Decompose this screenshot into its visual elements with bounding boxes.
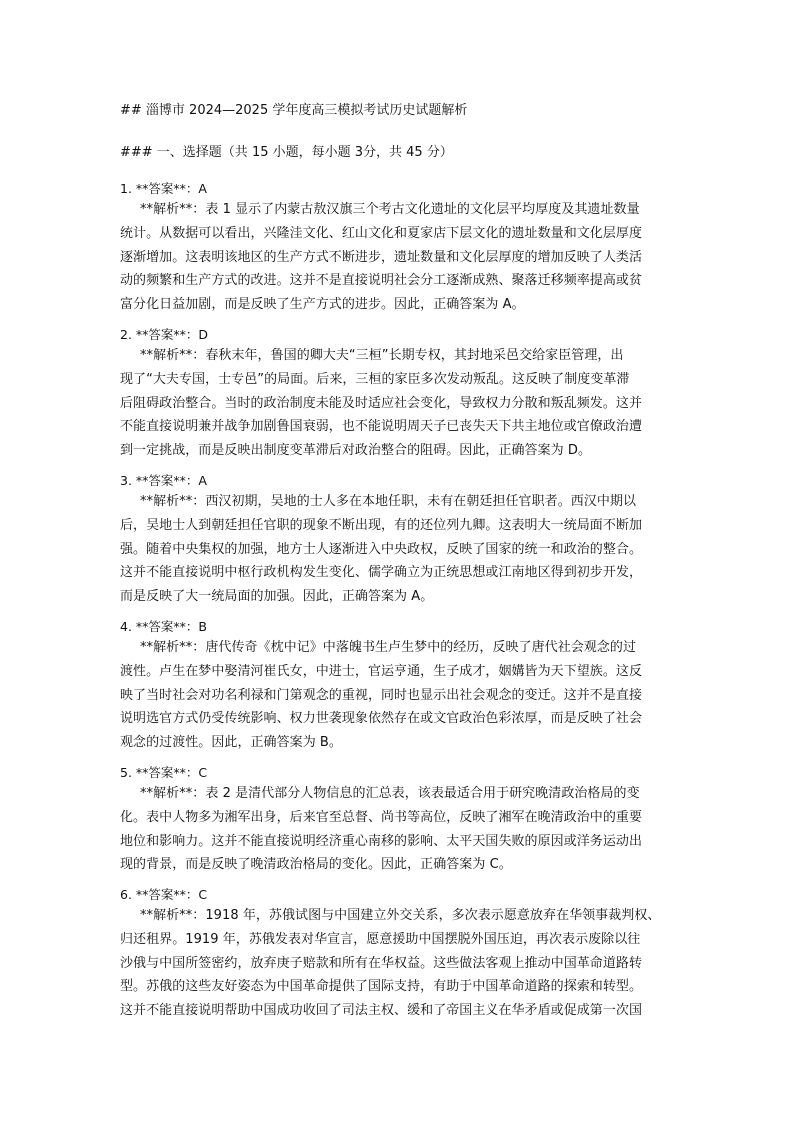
explanation-line: **解析**：春秋末年，鲁国的卿大夫“三桓”长期专权，其封地采邑交给家臣管理，出: [140, 348, 624, 363]
answer-label: 6. **答案**：C: [120, 887, 208, 902]
explanation-line: 映了当时社会对功名利禄和门第观念的重视，同时也显示出社会观念的变迁。这并不是直接: [120, 687, 643, 703]
explanation-line: 富分化日益加剧，而是反映了生产方式的进步。因此，正确答案为 A。: [120, 297, 525, 313]
explanation-line: 强。随着中央集权的加强，地方士人逐渐进入中央政权，反映了国家的统一和政治的整合。: [120, 541, 643, 557]
explanation-line: 统计。从数据可以看出，兴隆洼文化、红山文化和夏家店下层文化的遗址数量和文化层厚度: [120, 225, 643, 241]
explanation-line: 地位和影响力。这并不能直接说明经济重心南移的影响、太平天国失败的原因或洋务运动出: [120, 833, 643, 849]
question-item-3: [120, 472, 680, 609]
explanation-line: 归还租界。1919 年，苏俄发表对华宣言，愿意援助中国摆脱外国压迫，再次表示废除以往: [120, 931, 641, 947]
explanation-line: 型。苏俄的这些友好姿态为中国革命提供了国际支持，有助于中国革命道路的探索和转型。: [120, 979, 643, 995]
answer-label: 1. **答案**：A: [120, 181, 207, 196]
explanation-line: **解析**：1918 年，苏俄试图与中国建立外交关系，多次表示愿意放弃在华领事裁判权、: [140, 908, 661, 923]
section-title: ### 一、选择题（共 15 小题，每小题 3分，共 45 分）: [120, 145, 453, 160]
explanation-line: **解析**：西汉初期，吴地的士人多在本地任职，未有在朝廷担任官职者。西汉中期以: [140, 494, 637, 509]
explanation-line: 说明选官方式仍受传统影响、权力世袭现象依然存在或文官政治色彩浓厚，而是反映了社会: [120, 711, 643, 727]
explanation-line: 化。表中人物多为湘军出身，后来官至总督、尚书等高位，反映了湘军在晚清政治中的重要: [120, 809, 643, 825]
explanation-line: 逐渐增加。这表明该地区的生产方式不断进步，遗址数量和文化层厚度的增加反映了人类活: [120, 249, 643, 265]
question-item-5: [120, 764, 680, 877]
explanation-line: 现了“大夫专国，士专邑”的局面。后来，三桓的家臣多次发动叛乱。这反映了制度变革滞: [120, 371, 630, 387]
explanation-line: 而是反映了大一统局面的加强。因此，正确答案为 A。: [120, 589, 434, 605]
answer-label: 2. **答案**：D: [120, 327, 209, 342]
question-item-4: [120, 618, 680, 755]
explanation-line: 沙俄与中国所签密约，放弃庚子赔款和所有在华权益。这些做法客观上推动中国革命道路转: [120, 955, 643, 971]
explanation-line: **解析**：表 1 显示了内蒙古敖汉旗三个考古文化遗址的文化层平均厚度及其遗址数量: [140, 202, 640, 217]
explanation-line: **解析**：表 2 是清代部分人物信息的汇总表，该表最适合用于研究晚清政治格局的变: [140, 786, 640, 801]
document-title: ## 淄博市 2024—2025 学年度高三模拟考试历史试题解析: [120, 103, 468, 118]
question-item-1: [120, 180, 680, 317]
explanation-line: 不能直接说明兼并战争加剧鲁国衰弱，也不能说明周天子已丧失天下共主地位或官僚政治遭: [120, 419, 643, 435]
answer-label: 3. **答案**：A: [120, 473, 207, 488]
explanation-line: 现的背景，而是反映了晚清政治格局的变化。因此，正确答案为 C。: [120, 857, 512, 873]
explanation-line: 动的频繁和生产方式的改进。这并不是直接说明社会分工逐渐成熟、聚落迁移频率提高或贫: [120, 273, 643, 289]
explanation-line: 这并不能直接说明中枢行政机构发生变化、儒学确立为正统思想或江南地区得到初步开发，: [120, 565, 643, 581]
explanation-line: 观念的过渡性。因此，正确答案为 B。: [120, 735, 342, 751]
explanation-line: **解析**：唐代传奇《枕中记》中落魄书生卢生梦中的经历，反映了唐代社会观念的过: [140, 640, 637, 655]
explanation-line: 后阻碍政治整合。当时的政治制度未能及时适应社会变化，导致权力分散和叛乱频发。这并: [120, 395, 643, 411]
explanation-line: 这并不能直接说明帮助中国成功收回了司法主权、缓和了帝国主义在华矛盾或促成第一次国: [120, 1003, 643, 1019]
answer-label: 4. **答案**：B: [120, 619, 207, 634]
explanation-line: 渡性。卢生在梦中娶清河崔氏女，中进士，官运亨通，生子成才，姻媾皆为天下望族。这反: [120, 663, 643, 679]
answer-label: 5. **答案**：C: [120, 765, 208, 780]
question-item-6: [120, 886, 680, 1023]
question-item-2: [120, 326, 680, 463]
explanation-line: 到一定挑战，而是反映出制度变革滞后对政治整合的阻碍。因此，正确答案为 D。: [120, 443, 591, 459]
explanation-line: 后，吴地士人到朝廷担任官职的现象不断出现，有的还位列九卿。这表明大一统局面不断加: [120, 517, 643, 533]
